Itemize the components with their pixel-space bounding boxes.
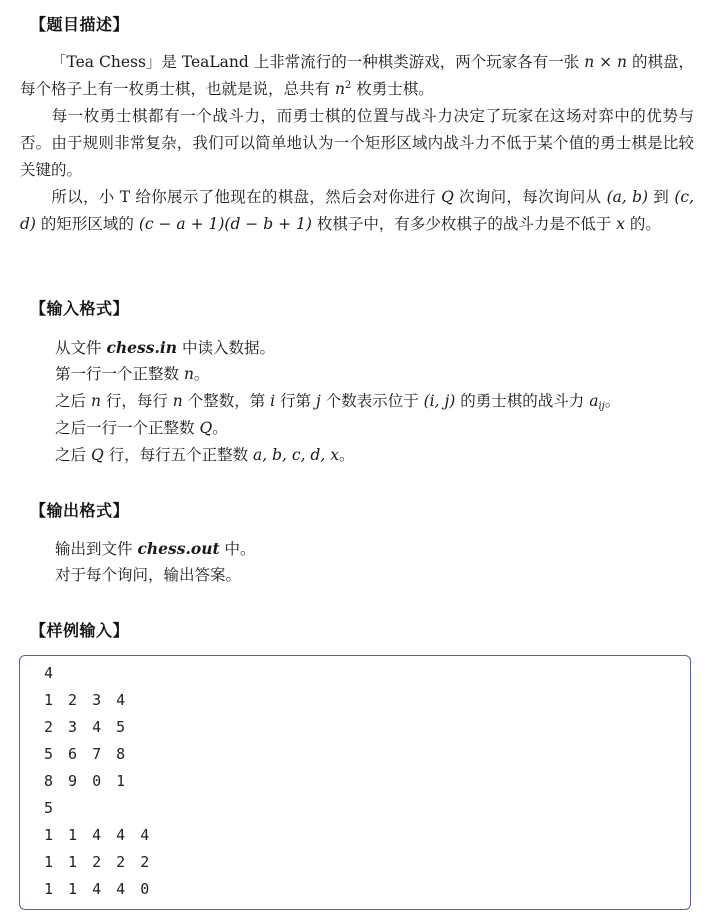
math-variables: a, b, c, d, x [253,446,339,464]
input-text: 。 [212,419,228,437]
sample-input-line: 1 1 4 4 4 [44,826,153,844]
sample-input-line: 1 1 2 2 2 [44,853,153,871]
math-q: Q [441,188,454,206]
description-text: 的棋盘，每个格子上有一枚勇士棋，也就是说，总共有 [20,53,694,98]
sample-input-line: 4 [44,664,57,682]
input-text: 。 [338,446,355,464]
input-text: 个数表示位于 [320,392,424,410]
math-ab: (a, b) [606,188,649,206]
math-n: n [172,392,183,410]
math-j: j [315,392,321,410]
math-expression: (c − a + 1)(d − b + 1) [138,215,312,233]
description-text: 所以，小 T 给你展示了他现在的棋盘，然后会对你进行 [51,188,442,206]
input-text: 第一行一个正整数 [55,365,184,383]
input-text: 。 [193,365,210,383]
sample-input-line: 1 2 3 4 [44,691,129,709]
sample-input-line: 5 [44,799,57,817]
math-n: n [90,392,101,410]
input-line-5 [55,442,354,469]
description-text: 枚勇士棋。 [351,80,434,98]
input-text: 从文件 [55,339,107,357]
math-x: x [616,215,625,233]
input-line-2 [55,361,209,388]
output-filename: chess.out [137,539,220,558]
math-i: i [270,392,276,410]
input-text: 行第 [275,392,316,410]
output-text: 中。 [219,540,256,558]
description-text: 的矩形区域的 [35,215,139,233]
description-text: 「Tea Chess」是 TeaLand 上非常流行的一种棋类游戏，两个玩家各有一张 [51,53,580,71]
input-format-heading: 【输入格式】 [30,299,130,318]
input-text: 。 [604,392,621,410]
output-line-1 [55,535,256,563]
output-line-2: 对于每个询问，输出答案。 [55,566,242,584]
math-q: Q [90,446,104,464]
math-n: n [334,80,345,98]
input-line-1 [55,334,275,362]
description-paragraph-1 [20,49,694,103]
description-paragraph-3 [20,184,694,238]
output-text: 输出到文件 [55,540,138,558]
math-ij: (i, j) [423,392,456,410]
math-subscript: ij [598,401,605,412]
input-text: 个整数，第 [182,392,271,410]
description-text: 次询问，每次询问从 [453,188,607,206]
input-text: 行，每行 [100,392,173,410]
math-n: n [183,365,194,383]
description-text: 到 [648,188,675,206]
description-text: 的。 [625,215,661,233]
description-text: 每一枚勇士棋都有一个战斗力，而勇士棋的位置与战斗力决定了玩家在这场对弈中的优势与否。由于规则非常复杂，我们可以简单地认为一个矩形区域内战斗力不低于某个值的勇士棋是比较关键的。 [20,107,694,179]
input-line-3 [55,388,620,415]
input-filename: chess.in [106,338,178,357]
sample-input-box [19,655,691,910]
math-a: a [589,392,599,410]
math-superscript: 2 [344,80,352,91]
input-text: 的勇士棋的战斗力 [455,392,590,410]
output-format-heading: 【输出格式】 [30,501,130,520]
sample-input-line: 1 1 4 4 0 [44,880,153,898]
input-text: 之后 [55,446,91,464]
input-text: 之后 [55,392,91,410]
input-text: 行，每行五个正整数 [103,446,254,464]
input-text: 之后一行一个正整数 [55,419,200,437]
math-cd: (c, d) [20,188,695,233]
description-text: 枚棋子中，有多少枚棋子的战斗力是不低于 [311,215,617,233]
sample-input-line: 5 6 7 8 [44,745,129,763]
sample-input-heading: 【样例输入】 [30,621,130,640]
input-line-4 [55,415,228,442]
input-text: 中读入数据。 [177,339,275,357]
sample-input-line: 8 9 0 1 [44,772,129,790]
description-heading: 【题目描述】 [30,15,130,34]
description-paragraph-2 [20,103,694,184]
sample-input-line: 2 3 4 5 [44,718,129,736]
math-n-times-n: n × n [584,53,628,71]
math-q: Q [199,419,213,437]
